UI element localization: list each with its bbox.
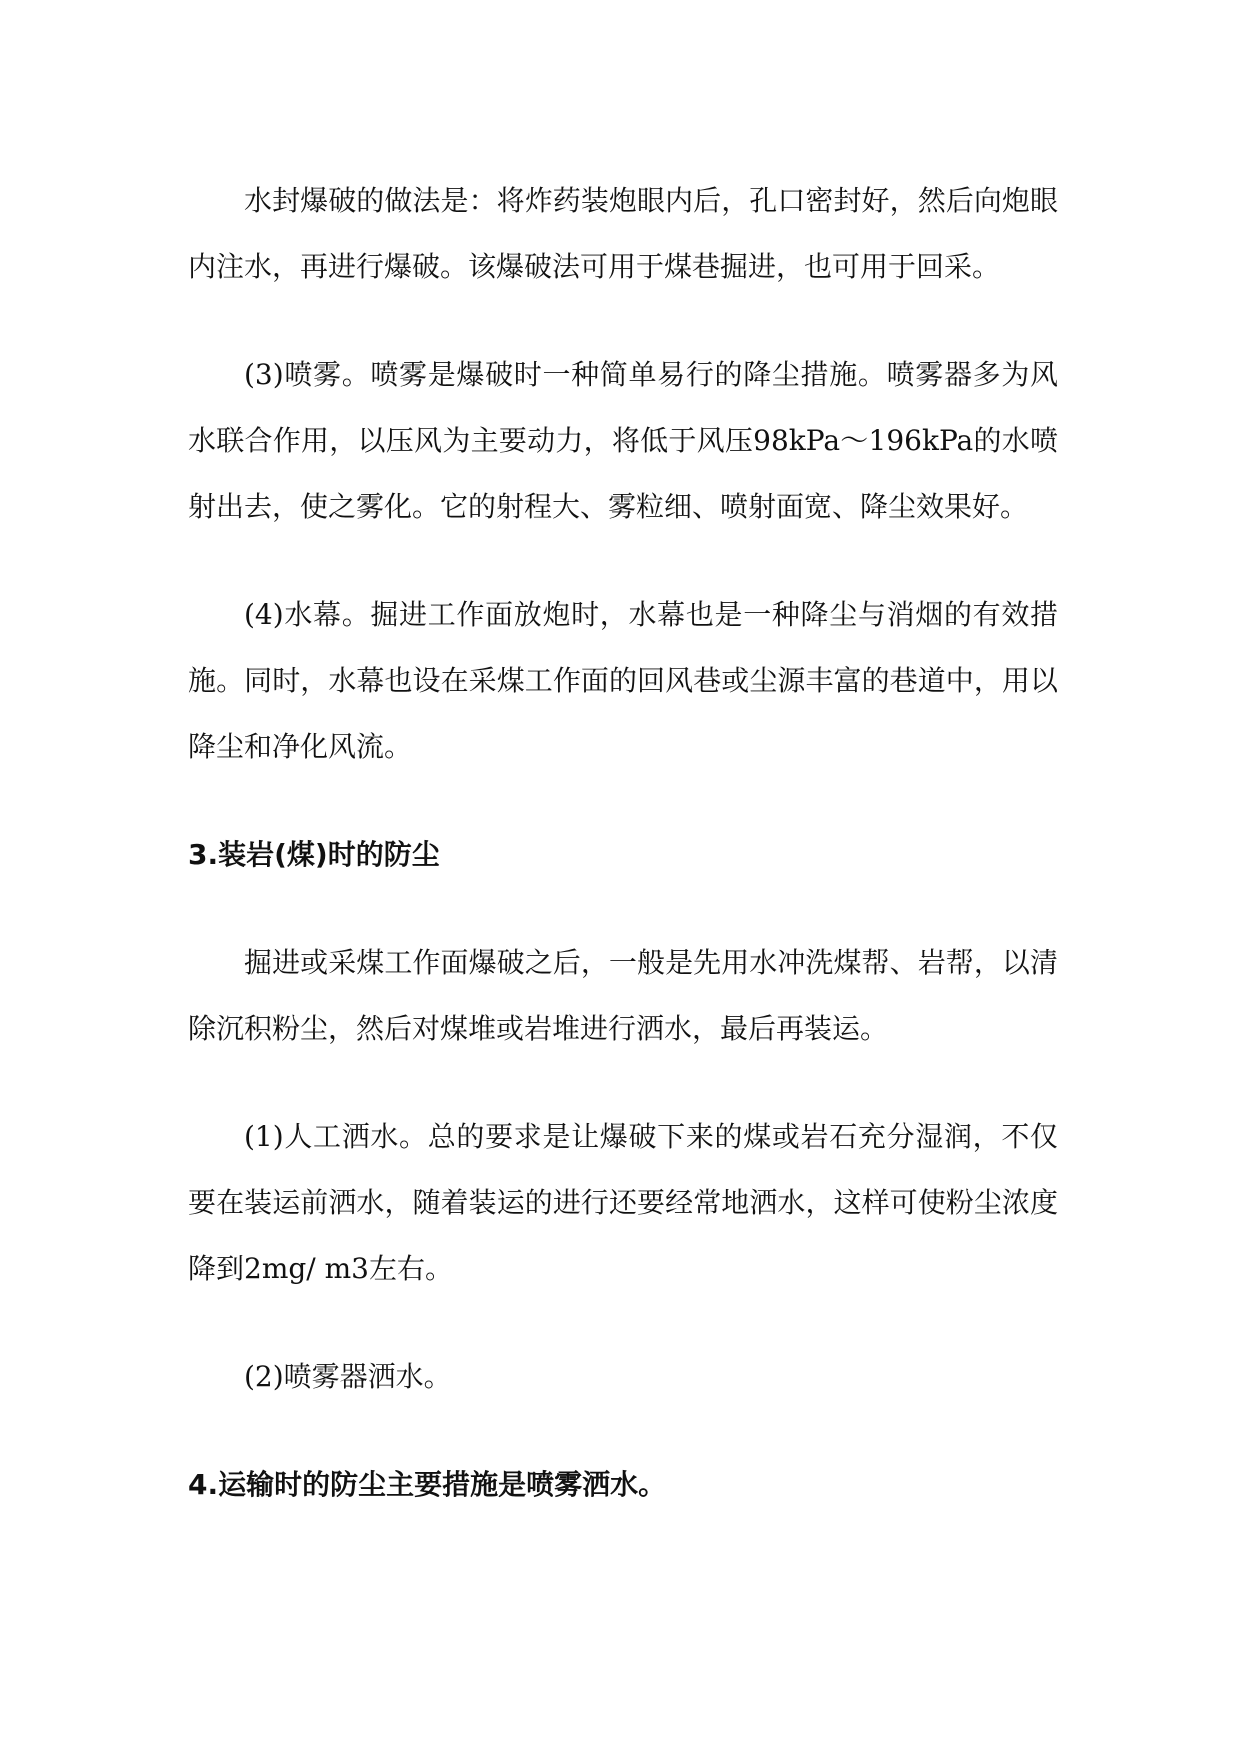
paragraph-loading-intro: 掘进或采煤工作面爆破之后，一般是先用水冲洗煤帮、岩帮，以清除沉积粉尘，然后对煤堆或岩堆进行洒水，最后再装运。 <box>188 946 1058 1045</box>
section-heading-transport-dust-prevention: 4.运输时的防尘主要措施是喷雾洒水。 <box>188 1468 667 1501</box>
document-body <box>188 168 1058 1560</box>
paragraph-water-seal-blasting: 水封爆破的做法是：将炸药装炮眼内后，孔口密封好，然后向炮眼内注水，再进行爆破。该爆破法可用于煤巷掘进，也可用于回采。 <box>188 184 1058 283</box>
paragraph-manual-sprinkling: (1)人工洒水。总的要求是让爆破下来的煤或岩石充分湿润，不仅要在装运前洒水，随着装运的进行还要经常地洒水，这样可使粉尘浓度降到2mg/ m3左右。 <box>188 1120 1058 1285</box>
paragraph-spray: (3)喷雾。喷雾是爆破时一种简单易行的降尘措施。喷雾器多为风水联合作用，以压风为主要动力，将低于风压98kPa～196kPa的水喷射出去，使之雾化。它的射程大、雾粒细、喷射面宽、降尘效果好。 <box>188 358 1058 523</box>
paragraph-sprayer-sprinkling: (2)喷雾器洒水。 <box>244 1360 452 1393</box>
paragraph-water-curtain: (4)水幕。掘进工作面放炮时，水幕也是一种降尘与消烟的有效措施。同时，水幕也设在采煤工作面的回风巷或尘源丰富的巷道中，用以降尘和净化风流。 <box>188 598 1058 763</box>
section-heading-loading-dust-prevention: 3.装岩(煤)时的防尘 <box>188 838 440 871</box>
